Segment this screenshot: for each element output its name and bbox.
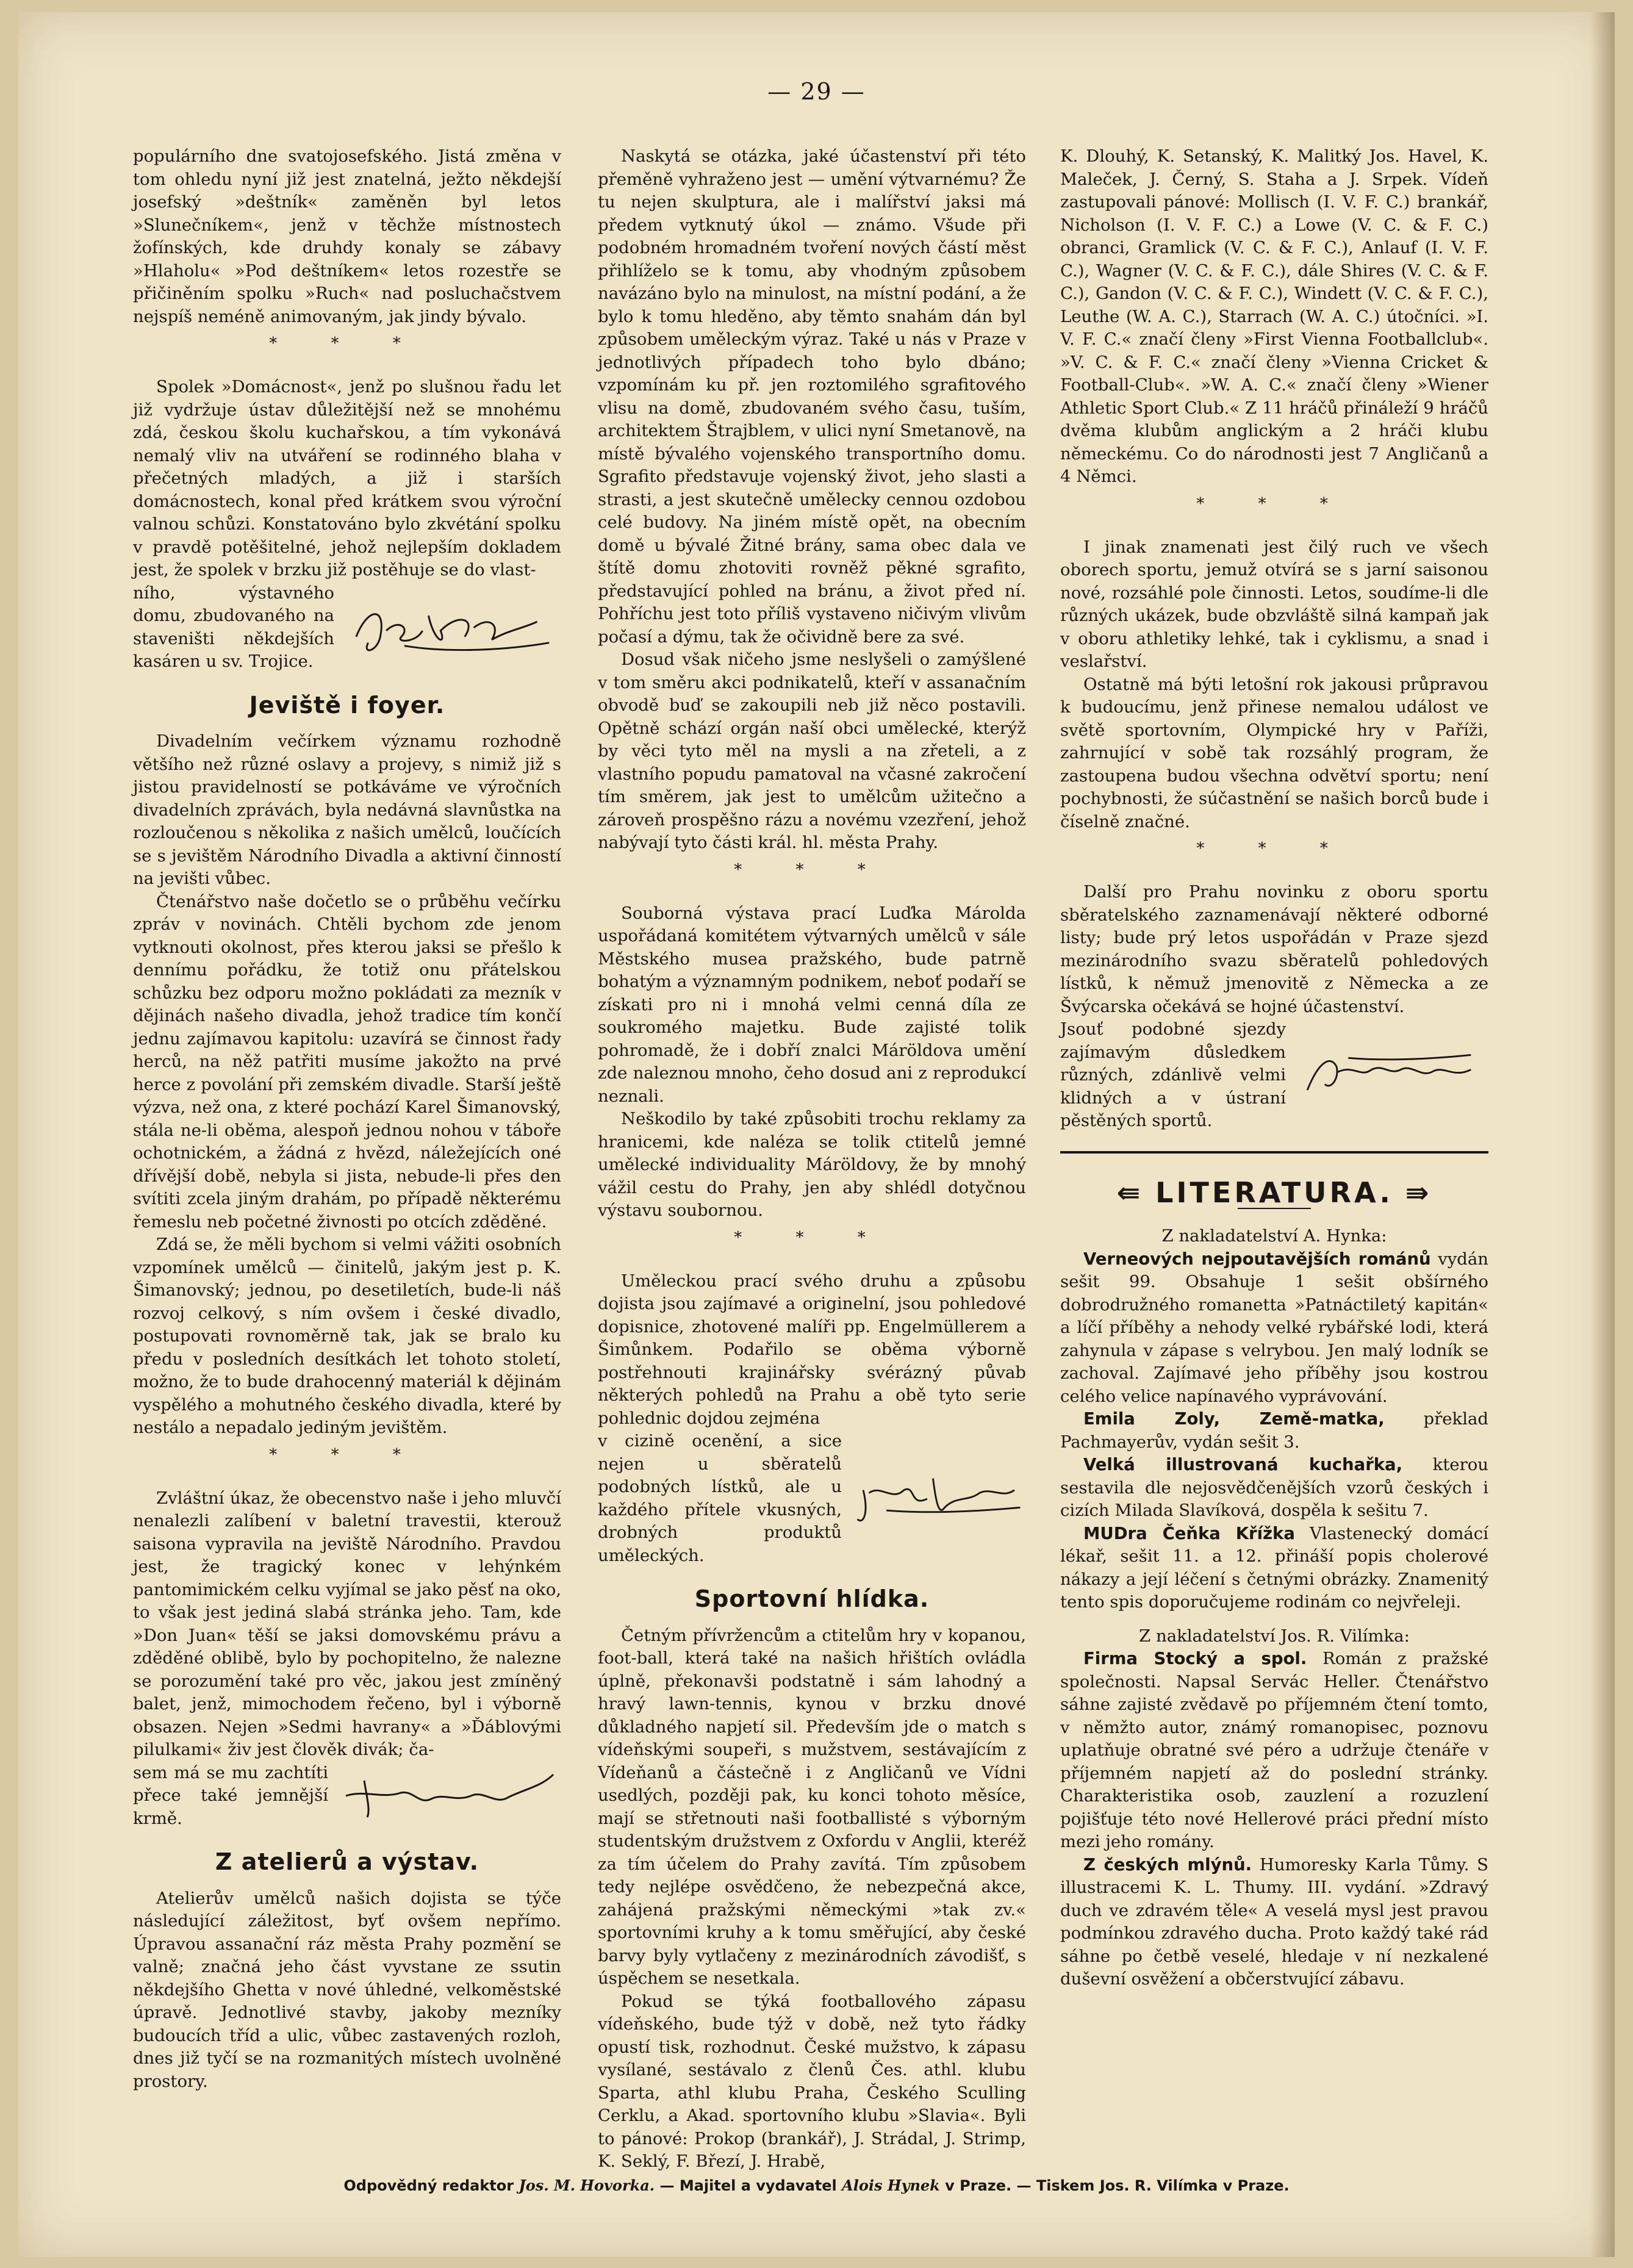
literature-entry bbox=[1060, 1454, 1488, 1523]
signature-block bbox=[1060, 1018, 1488, 1133]
page-number: — 29 — bbox=[767, 78, 866, 105]
literatura-title: LITERATURA. bbox=[1155, 1175, 1393, 1209]
literature-entry-title: Emila Zoly, Země-matka, bbox=[1083, 1409, 1385, 1429]
section-stars: * * * bbox=[734, 860, 890, 879]
paragraph-sport-continued: K. Dlouhý, K. Setanský, K. Malitký Jos. Havel, K. Maleček, J. Černý, S. Staha a J. Srpek. Vídeň zastupovali pánové: Mollisch (I. V. F. C.) brankář, Nicholson (I. V. F. C.) a Lowe (V. C. & F. C.) obranci, Gramlick (V. C. & F. C.), Anlauf (I. V. F. C.), Wagner (V. C. & F. C.), dále Shires (V. C. & F. C.), Gandon (V. C. & F. C.), Windett (V. C. & F. C.), Leuthe (W. A. C.), Starrach (W. A. C.) útočníci. »I. V. F. C.« značí členy »First Vienna Footballclub«. »V. C. & F. C.« značí členy »Vienna Cricket & Football-Club«. »W. A. C.« značí členy »Wiener Athletic Sport Club.« Z 11 hráčů přináleží 9 hráčů dvěma klubům anglickým a 2 hráči klubu německému. Co do národnosti jest 7 Angličanů a 4 Němci. bbox=[1060, 146, 1488, 486]
literature-entry-title: Z českých mlýnů. bbox=[1083, 1854, 1252, 1875]
column-1 bbox=[133, 145, 561, 2093]
literature-entry-title: Verneových nejpoutavějších románů bbox=[1083, 1249, 1431, 1269]
section-stars: * * * bbox=[1196, 839, 1352, 858]
paragraph-domacnost: Spolek »Domácnost«, jenž po slušnou řadu let již vydržuje ústav důležitější než se mnohému zdá, českou školu kuchařskou, a tím vykonává nemalý vliv na utváření se rodinného blaha v přečetných mladých, a již i starších domácnostech, konal před krátkem svou výroční valnou schůzi. Konstatováno bylo zkvétání spolku v pravdě potěšitelné, jehož nejlepším dokladem jest, že spolek v brzku již postěhuje se do vlast- bbox=[133, 377, 561, 580]
literature-entry bbox=[1060, 1854, 1488, 1991]
heading-sport: Sportovní hlídka. bbox=[694, 1585, 930, 1612]
literature-entry bbox=[1060, 1523, 1488, 1614]
literature-entry-text: Vlastenecký domácí lékař, sešit 11. a 12. přináší popis cholerové nákazy a její léčení s četnými obrázky. Znamenitý tento spis doporučujeme rodinám co nejvřeleji. bbox=[1060, 1523, 1488, 1612]
literature-entry-text: Román z pražské společnosti. Napsal Servác Heller. Čtenářstvo sáhne zajisté zvědavě po příjemném čtení tomto, v němžto autor, známý romanopisec, poznovu uplatňuje obratné své péro a udržuje čtenáře v příjemném napjetí až do poslední stránky. Charakteristika osob, zauzlení a rozuzlení pojišťuje této nové Hellerové práci přední místo mezi jeho romány. bbox=[1060, 1649, 1488, 1851]
signature-block bbox=[133, 582, 561, 673]
heading-atelieru: Z atelierů a výstav. bbox=[215, 1848, 479, 1875]
column-3 bbox=[1060, 145, 1488, 1991]
publisher-vilimek: Z nakladatelství Jos. R. Vilímka: bbox=[1139, 1626, 1410, 1646]
paragraph-jinak: I jinak znamenati jest čilý ruch ve všech oborech sportu, jemuž otvírá se s jarní saisonou nové, rozsáhlé pole činnosti. Letos, soudíme-li dle různých ukázek, bude obzvláště silná kampaň jak v oboru athletiky lehké, tak i cyklismu, a snad i veslařství. bbox=[1060, 537, 1488, 671]
handwritten-signature-icon bbox=[344, 594, 561, 661]
paragraph-jeviste-3: Zdá se, že měli bychom si velmi vážiti osobních vzpomínek umělců — činitelů, jakým jest p. K. Šimanovský; jednou, po desetiletích, bude-li náš rozvoj celkový, s ním ovšem i české divadlo, postupovati rovnoměrně tak, jak se bralo ku předu v posledních desítkách let tohoto století, možno, že to bude drahocenný materiál k dějinám vyspělého a mohutného českého divadla, které by nestálo a nepadalo jediným jevištěm. bbox=[133, 1235, 561, 1437]
handwritten-signature-icon bbox=[852, 1465, 1026, 1532]
footer-publisher: Alois Hynek bbox=[842, 2176, 940, 2194]
handwritten-signature-icon bbox=[1296, 1042, 1488, 1109]
paragraph-intro: populárního dne svatojosefského. Jistá změna v tom ohledu nyní již jest znatelná, ježto někdejší josefský »deštník« zaměněn byl letos »Slunečníkem«, jenž v těchže místnostech žofínských, kde druhdy konaly se zábavy »Hlaholu« »Pod deštníkem« letos rozestře se přičiněním spolku »Ruch« nad posluchačstvem nejspíš neméně animovaným, jak jindy bývalo. bbox=[133, 146, 561, 326]
paragraph-dalsi: Další pro Prahu novinku z oboru sportu sběratelského zaznamenávají některé odborné listy; bude prý letos uspořádán v Praze sjezd mezinárodního svazu sběratelů pohledových lístků, k němuž jmenovitě z Německa a ze Švýcarska očekává se hojné účastenství. bbox=[1060, 882, 1488, 1016]
literature-entry-text: vydán sešit 99. Obsahuje 1 sešit obšírného dobrodružného romanetta »Patnáctiletý kapitán« a líčí příběhy a nehody velké rybářské lodi, která zahynula v zápase s velrybou. Jen malý lodník se zachoval. Zajímavé jeho příběhy jsou kostrou celého velice napínavého vyprávování. bbox=[1060, 1249, 1488, 1406]
literature-entry bbox=[1060, 1648, 1488, 1854]
ornament-arrow-icon: ⇛ bbox=[1405, 1175, 1432, 1209]
publisher-hynek: Z nakladatelství A. Hynka: bbox=[1161, 1226, 1387, 1246]
paragraph-sport-1: Četným přívržencům a ctitelům hry v kopanou, foot-ball, která také na našich hřištích ovládla úplně, překonavši podstatně i sám lahodný a hravý lawn-tennis, kynou v brzku dnové důkladného napjetí sil. Především jde o match s vídeňskými soupeři, s mužstvem, sestávajícím z Vídeňanů a částečně i z Angličanů ve Vídni usedlých, později pak, ku konci tohoto měsíce, mají se střetnouti naši footballisté s výborným studentským družstvem z Oxfordu v Anglii, kteréž za tím účelem do Prahy zavítá. Tím způsobem tedy nejlépe osvědčeno, že nebezpečná akce, zahájená pražskými německými »tak zv.« sportovními kruhy a k tomu směřující, aby české barvy byly vytlačeny z mezinárodních závodišť, s úspěchem se nesetkala. bbox=[598, 1625, 1026, 1988]
paragraph-neskodilo: Neškodilo by také způsobiti trochu reklamy za hranicemi, kde naléza se tolik ctitelů jemné umělecké individuality Máröldovy, že by mnohý vážil cestu do Prahy, jen aby shlédl dotyčnou výstavu soubornou. bbox=[598, 1109, 1026, 1220]
section-stars: * * * bbox=[269, 334, 425, 353]
paragraph-sport-2: Pokud se týká footballového zápasu vídeňského, bude týž v době, než tyto řádky opustí tisk, rozhodnut. České mužstvo, k zápasu vysílané, sestávalo z členů Čes. athl. klubu Sparta, athl klubu Praha, Českého Sculling Cerklu, a Akad. sportovního klubu »Slavia«. Byli to pánové: Prokop (brankář), J. Strádal, J. Strimp, K. Seklý, F. Březí, J. Hrabě, bbox=[598, 1991, 1026, 2171]
literature-entry bbox=[1060, 1408, 1488, 1454]
literature-entry-text: kterou sestavila dle nejosvědčenějších vzorů českých i cizích Milada Slavíková, dospěla k sešitu 7. bbox=[1060, 1455, 1488, 1520]
section-stars: * * * bbox=[269, 1445, 425, 1464]
paragraph-souborna: Souborná výstava prací Luďka Márolda uspořádaná komitétem výtvarných umělců v sále Městského musea pražského, bude patrně bohatým a významným podnikem, neboť podaří se získati pro ni i mnohá velmi cenná díla ze soukromého majetku. Bude zajisté tolik pohromadě, že i dobří znalci Máröldova umění zde naleznou mnoho, čeho dosud ani z reprodukcí neznali. bbox=[598, 903, 1026, 1106]
literatura-heading bbox=[1060, 1175, 1488, 1209]
literature-entry bbox=[1060, 1248, 1488, 1409]
handwritten-signature-icon bbox=[338, 1762, 561, 1829]
paragraph-umeleckou-end: v cizině ocenění, a sice nejen u sběratelů podobných lístků, ale u každého přítele vkusných, drobných produktů uměleckých. bbox=[598, 1431, 842, 1565]
footer-editor: Jos. M. Hovorka. bbox=[519, 2176, 655, 2194]
paragraph-jeviste-1: Divadelním večírkem významu rozhodně většího než různé oslavy a projevy, s nimiž již s jistou pravidelností se potkáváme ve výročních divadelních zprávách, byla nedávná slavnůstka na rozloučenou s několika z našich umělců, loučících se s jevištěm Národního Divadla a aktivní činností na jevišti vůbec. bbox=[133, 731, 561, 888]
paragraph-naskyta: Naskytá se otázka, jaké účastenství při této přeměně vyhraženo jest — umění výtvarnému? Že tu nejen skulptura, ale i malířství jaksi má předem vytknutý úkol — známo. Všude při podobném hromadném tvoření nových částí měst přihlíželo se k tomu, aby vhodným způsobem navázáno bylo na minulost, na místní podání, a že bylo k tomu hleděno, aby těmto snahám dán byl způsobem uměleckým výraz. Také u nás v Praze v jednotlivých případech toho bylo dbáno; vzpomínám ku př. jen roztomilého sgrafitového vlisu na domě, zbudovaném svého času, tuším, architektem Štrajblem, v ulici nyní Smetanově, na místě bývalého vojenského transportního domu. Sgrafito představuje vojenský život, jeho slasti a strasti, a jest skutečně umělecky cennou ozdobou celé budovy. Na jiném místě opět, na obecním domě u bývalé Žitné brány, sama obec dala ve štítě domu zhotoviti rovněž pěkné sgrafito, představující pohled na bránu, a život před ní. Pohříchu jest toto příliš vystaveno ničivým vlivům počasí a dýmu, tak že očividně bere za své. bbox=[598, 146, 1026, 647]
literature-entry-title: Velká illustrovaná kuchařka, bbox=[1083, 1455, 1403, 1474]
paragraph-balet-end: sem má se mu zachtíti přece také jemnější krmě. bbox=[133, 1762, 328, 1828]
paragraph-atelieru: Atelierův umělců našich dojista se týče následující záležitost, byť ovšem nepřímo. Úpravou assanační ráz města Prahy pozmění se valně; značná jeho část vyvstane ze ssutin někdejšího Ghetta v nové úhledné, velkoměstské úpravě. Jednotlivé stavby, jakoby mezníky budoucích tříd a ulic, vůbec zastavených rozloh, dnes již tyčí se na rozmanitých místech uvolněné prostory. bbox=[133, 1888, 561, 2091]
paragraph-balet: Zvláštní úkaz, že obecenstvo naše i jeho mluvčí nenalezli zalíbení v baletní travestii, kterouž saisona vypravila na jeviště Národního. Pravdou jest, že tragický konec v lehýnkém pantomimickém celku vyjímal se jako pěsť na oko, to však jest jediná slabá stránka jeho. Tam, kde »Don Juan« těší se jaksi domovskému právu a zděděné oblibě, bylo by pochopitelno, že nalezne se porozumění také pro věc, jakou jest zmíněný balet, jenž, mimochodem řečeno, byl i výborně obsazen. Nejen »Sedmi havrany« a »Ďáblovými pilulkami« živ jest člověk divák; ča- bbox=[133, 1488, 561, 1759]
footer-mid: — Majitel a vydavatel bbox=[659, 2177, 837, 2194]
section-stars: * * * bbox=[734, 1228, 890, 1247]
newspaper-page bbox=[18, 12, 1615, 2257]
literature-entry-title: Firma Stocký a spol. bbox=[1083, 1649, 1307, 1668]
literature-entry-text: překlad Pachmayerův, vydán sešit 3. bbox=[1060, 1409, 1488, 1452]
paragraph-domacnost-end: ního, výstavného domu, zbudovaného na staveništi někdejších kasáren u sv. Trojice. bbox=[133, 583, 334, 671]
literature-entry-title: MUDra Čeňka Křížka bbox=[1083, 1523, 1295, 1543]
column-divider bbox=[1060, 1151, 1488, 1154]
footer-suffix: v Praze. — Tiskem Jos. R. Vilímka v Praze. bbox=[945, 2177, 1290, 2194]
page-edge-shadow bbox=[1590, 12, 1615, 2257]
signature-block bbox=[133, 1762, 561, 1831]
literature-entry-text: Humoresky Karla Tůmy. S illustracemi K. L. Thumy. III. vydání. »Zdravý duch ve zdravém těle« A veselá mysl jest pravou podmínkou zdravého ducha. Proto každý také rád sáhne po četbě veselé, hledaje v ní nezkalené duševní osvěžení a občerstvující zábavu. bbox=[1060, 1854, 1488, 1989]
footer-prefix: Odpovědný redaktor bbox=[343, 2177, 514, 2194]
paragraph-jsout: Jsouť podobné sjezdy zajímavým důsledkem různých, zdánlivě velmi klidných a v ústraní pěstěných sportů. bbox=[1060, 1019, 1286, 1130]
imprint-footer bbox=[18, 2176, 1615, 2194]
column-2 bbox=[598, 145, 1026, 2173]
ornament-arrow-icon: ⇚ bbox=[1116, 1175, 1144, 1209]
signature-block bbox=[598, 1430, 1026, 1567]
heading-jeviste: Jeviště i foyer. bbox=[249, 691, 445, 719]
paragraph-dosud: Dosud však ničeho jsme neslyšeli o zamýšlené v tom směru akci podnikatelů, kteří v assanačním obvodě buď se zakoupili neb již něco postavili. Opětně schází orgán naší obci umělecké, kterýž by věci tyto měl na mysli a na zřeteli, a z vlastního popudu pamatoval na včasné zakročení tím směrem, jak jest to umělcům užitečno a zároveň prospěšno rázu a novému vzezření, jehož nabývají tyto části král. hl. města Prahy. bbox=[598, 650, 1026, 852]
paragraph-umeleckou: Uměleckou prací svého druhu a způsobu dojista jsou zajímavé a originelní, jsou pohledové dopisnice, zhotovené malíři pp. Engelmüllerem a Šimůnkem. Podařilo se oběma výborně postřehnouti krajinářsky svérázný půvab některých pohledů na Prahu a obě tyto serie pohlednic dojdou zejména bbox=[598, 1271, 1026, 1428]
paragraph-ostatne: Ostatně má býti letošní rok jakousi průpravou k budoucímu, jenž přinese nemalou událost ve světě sportovním, Olympické hry v Paříži, zahrnující v sobě tak rozsáhlý program, že zastoupena budou všechna odvětví sportu; není pochybnosti, že súčastnění se našich borců bude i číselně značné. bbox=[1060, 674, 1488, 831]
paragraph-jeviste-2: Čtenářstvo naše dočetlo se o průběhu večírku zpráv v novinách. Chtěli bychom zde jenom vytknouti okolnost, přes kterou jaksi se přešlo k dennímu pořádku, že totiž onu přátelskou schůzku bez odporu možno pokládati za mezník v dějinách našeho divadla, jehož tradice tím končí jednu zajímavou kapitolu: uzavírá se činnost řady herců, na něž patřiti musíme jakožto na prvé herce z povolání při zemském divadle. Starší ještě výzva, než ona, z které pochází Karel Šimanovský, stála ne-li oběma, alespoň jednou nohou v táboře ochotnickém, a žádná z hvězd, náležejících oné dřívější době, nebyla si jista, nebude-li přes den svítiti zcela jiným drahám, po případě některému řemeslu neb početné živnosti po otcích zděděné. bbox=[133, 891, 561, 1232]
section-stars: * * * bbox=[1196, 494, 1352, 513]
